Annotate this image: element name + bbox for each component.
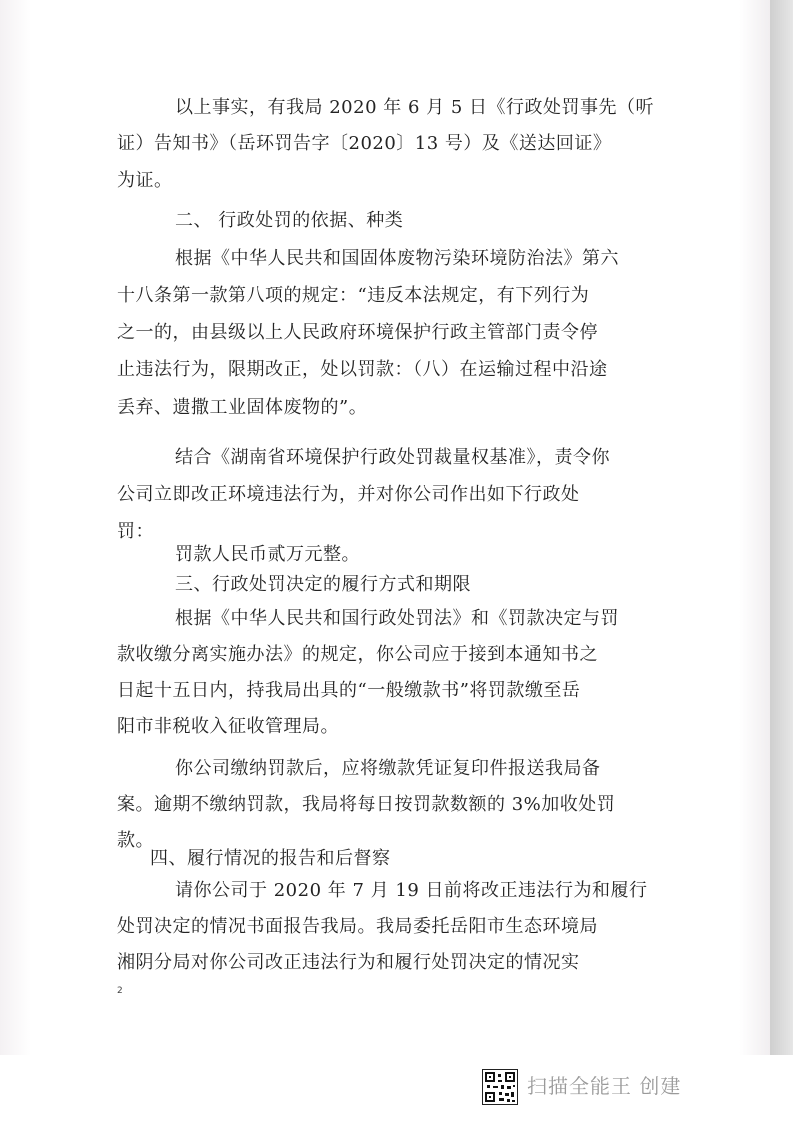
body-line: 之一的，由县级以上人民政府环境保护行政主管部门责令停 xyxy=(117,322,598,343)
qr-code-icon xyxy=(482,1069,518,1105)
body-line: 罚： xyxy=(117,521,154,542)
body-line: 款。 xyxy=(117,830,154,851)
body-line: 止违法行为，限期改正，处以罚款：（八）在运输过程中沿途 xyxy=(117,359,608,380)
body-line: 案。逾期不缴纳罚款，我局将每日按罚款数额的 3%加收处罚 xyxy=(117,794,616,815)
body-line: 阳市非税收入征收管理局。 xyxy=(117,716,339,737)
body-line: 根据《中华人民共和国行政处罚法》和《罚款决定与罚 xyxy=(175,608,619,629)
body-line: 款收缴分离实施办法》的规定，你公司应于接到本通知书之 xyxy=(117,644,598,665)
fine-amount: 罚款人民币贰万元整。 xyxy=(175,544,360,565)
section-heading-2: 二、 行政处罚的依据、种类 xyxy=(175,210,404,231)
body-line: 湘阴分局对你公司改正违法行为和履行处罚决定的情况实 xyxy=(117,952,580,973)
body-line: 公司立即改正环境违法行为，并对你公司作出如下行政处 xyxy=(117,484,580,505)
scan-edge xyxy=(770,0,793,1055)
section-heading-3: 三、行政处罚决定的履行方式和期限 xyxy=(175,574,471,595)
body-line: 日起十五日内，持我局出具的“一般缴款书”将罚款缴至岳 xyxy=(117,680,581,701)
body-line: 以上事实，有我局 2020 年 6 月 5 日《行政处罚事先（听 xyxy=(175,97,655,118)
section-heading-4: 四、履行情况的报告和后督察 xyxy=(150,848,391,869)
body-line: 根据《中华人民共和国固体废物污染环境防治法》第六 xyxy=(175,248,619,269)
body-line: 十八条第一款第八项的规定：“违反本法规定，有下列行为 xyxy=(117,285,590,306)
body-line: 丢弃、遗撒工业固体废物的”。 xyxy=(117,397,368,418)
body-line: 处罚决定的情况书面报告我局。我局委托岳阳市生态环境局 xyxy=(117,916,598,937)
body-line: 为证。 xyxy=(117,170,173,191)
page-number: 2 xyxy=(117,986,123,996)
body-line: 结合《湖南省环境保护行政处罚裁量权基准》，责令你 xyxy=(175,447,610,468)
body-line: 你公司缴纳罚款后，应将缴款凭证复印件报送我局备 xyxy=(175,758,601,779)
body-line: 请你公司于 2020 年 7 月 19 日前将改正违法行为和履行 xyxy=(175,880,648,901)
scanner-watermark: 扫描全能王 创建 xyxy=(527,1074,682,1098)
body-line: 证）告知书》（岳环罚告字〔2020〕13 号）及《送达回证》 xyxy=(117,133,612,154)
